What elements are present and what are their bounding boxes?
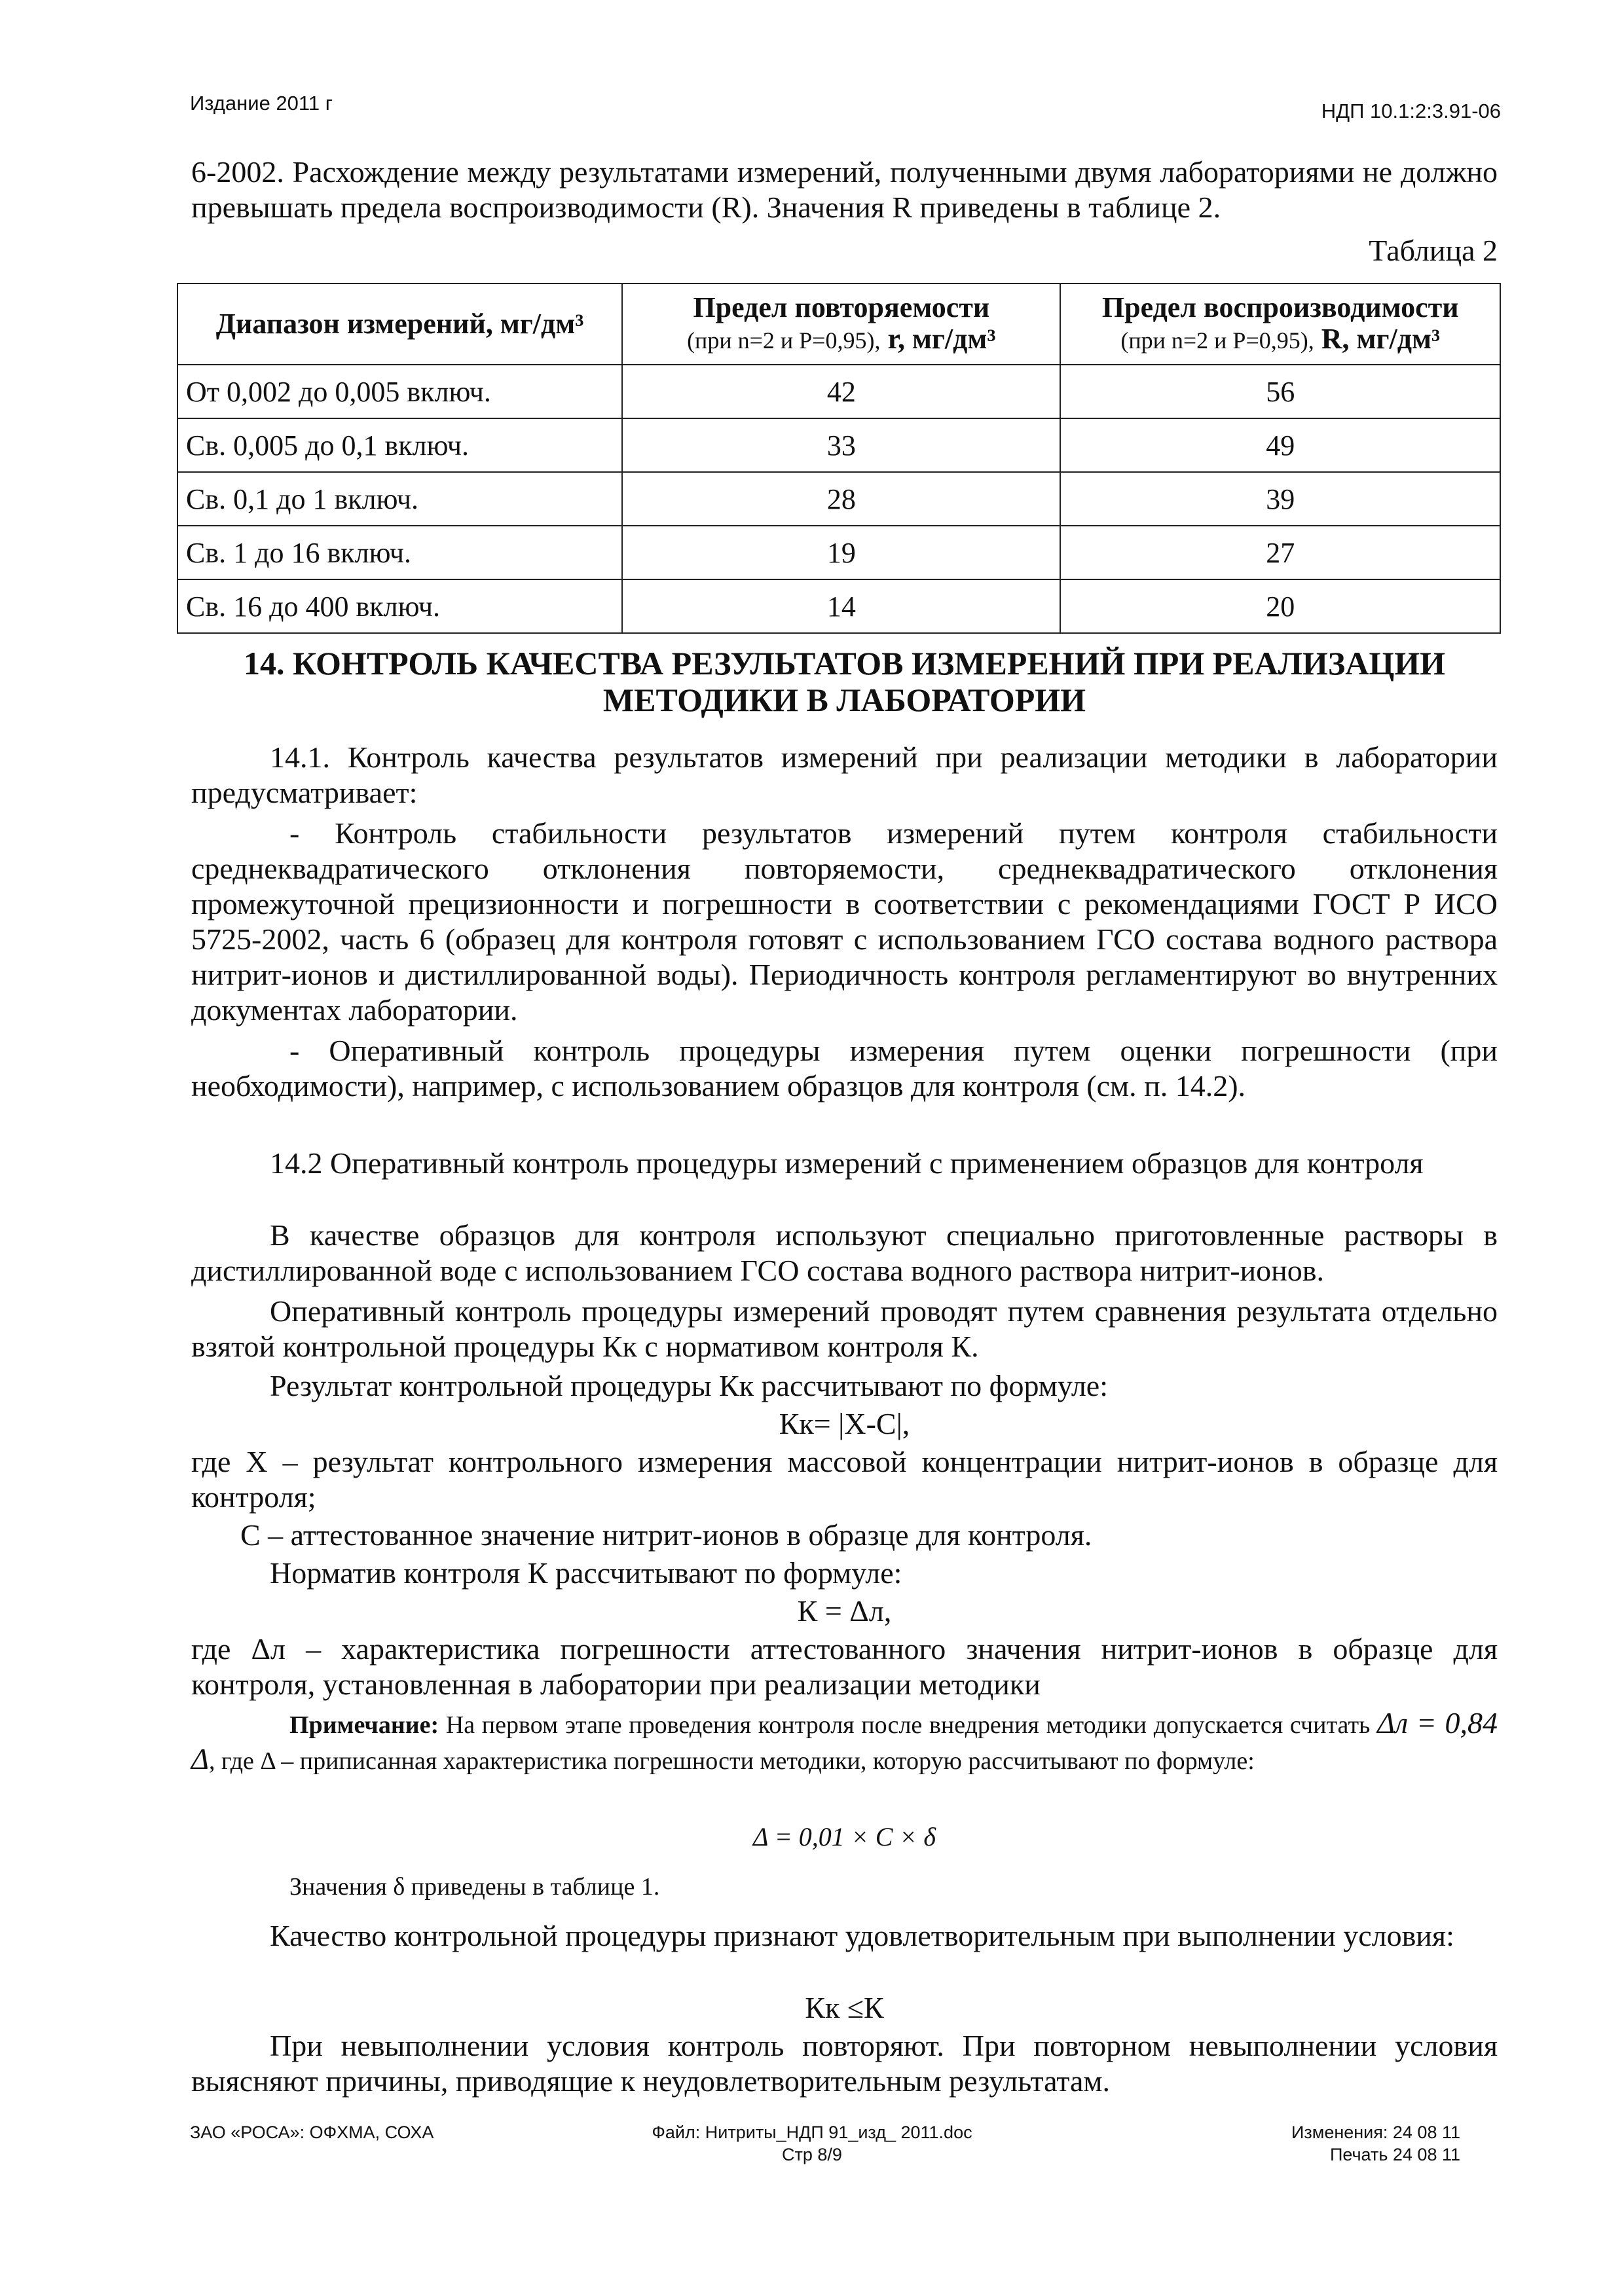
table-header-row: [177, 283, 1500, 365]
paragraph-14-1: 14.1. Контроль качества результатов измерений при реализации методики в лаборатории предусматривает:: [191, 740, 1498, 809]
note-text-2: , где Δ – приписанная характеристика погрешности методики, которую рассчитывают по формуле:: [209, 1747, 1255, 1775]
col3-header-sub: (при n=2 и Р=0,95),: [1120, 327, 1314, 354]
col3-header-tail: R, мг/дм³: [1321, 323, 1441, 355]
footer-dates: [1291, 2121, 1460, 2166]
paragraph-quality-condition: Качество контрольной процедуры признают удовлетворительным при выполнении условия:: [270, 1919, 1454, 1952]
cell-range: Св. 1 до 16 включ.: [177, 526, 622, 579]
cell-r: 19: [622, 526, 1060, 579]
cell-range: Св. 16 до 400 включ.: [177, 579, 622, 633]
paragraph-14-2: 14.2 Оперативный контроль процедуры измерений с применением образцов для контроля: [270, 1146, 1424, 1180]
formula-k: К = Δл,: [797, 1594, 892, 1628]
cell-r: 33: [622, 418, 1060, 472]
col2-header-sub: (при n=2 и Р=0,95),: [687, 327, 881, 354]
cell-R: 20: [1060, 579, 1500, 633]
paragraph-c-definition: С – аттестованное значение нитрит-ионов в образце для контроля.: [240, 1518, 1092, 1552]
paragraph-kk-formula-intro: Результат контрольной процедуры Кк рассчитывают по формуле:: [270, 1369, 1109, 1402]
edition-label: Издание 2011 г: [190, 92, 333, 115]
note-text-3: Значения δ приведены в таблице 1.: [289, 1873, 660, 1901]
table-row: [177, 526, 1500, 579]
col-repeatability-header: [622, 283, 1060, 365]
col-reproducibility-header: [1060, 283, 1500, 365]
heading-line-1: 14. КОНТРОЛЬ КАЧЕСТВА РЕЗУЛЬТАТОВ ИЗМЕРЕНИЙ ПРИ РЕАЛИЗАЦИИ: [243, 645, 1446, 682]
cell-r: 42: [622, 365, 1060, 418]
footer-page: Стр 8/9: [782, 2145, 842, 2164]
footer-changes: Изменения: 24 08 11: [1291, 2123, 1460, 2142]
paragraph-x-definition: где Х – результат контрольного измерения массовой концентрации нитрит-ионов в образце для контроля;: [191, 1445, 1498, 1514]
section-14-heading: [191, 645, 1498, 718]
table-label: Таблица 2: [1369, 234, 1498, 267]
heading-line-2: МЕТОДИКИ В ЛАБОРАТОРИИ: [602, 682, 1086, 718]
paragraph-delta-definition: где Δл – характеристика погрешности аттестованного значения нитрит-ионов в образце для контроля, установленная в лаборатории при реализации методики: [191, 1632, 1498, 1701]
footer-file-block: [629, 2121, 995, 2166]
table-2: [177, 283, 1501, 634]
col2-header-main: Предел повторяемости: [693, 291, 990, 323]
note-formula: Δл = 0,84 Δ: [191, 1706, 1498, 1776]
cell-r: 28: [622, 472, 1060, 526]
note-label: Примечание:: [289, 1711, 439, 1739]
paragraph-repeat: При невыполнении условия контроль повторяют. При повторном невыполнении условия выясняют причины, приводящие к неудовлетворительным результатам.: [191, 2029, 1498, 2098]
cell-range: Св. 0,005 до 0,1 включ.: [177, 418, 622, 472]
cell-range: От 0,002 до 0,005 включ.: [177, 365, 622, 418]
table-row: [177, 365, 1500, 418]
table-row: [177, 472, 1500, 526]
paragraph-k-formula-intro: Норматив контроля К рассчитывают по формуле:: [270, 1556, 902, 1590]
paragraph-samples: В качестве образцов для контроля используют специально приготовленные растворы в дистиллированной воде с использованием ГСО состава водного раствора нитрит-ионов.: [191, 1218, 1498, 1287]
paragraph-stability-control: - Контроль стабильности результатов измерений путем контроля стабильности среднеквадратического отклонения повторяемости, среднеквадратического отклонения промежуточной прецизионности и погрешности в соответствии с рекомендациями ГОСТ Р ИСО 5725-2002, часть 6 (образец для контроля готовят с использованием ГСО состава водного раствора нитрит-ионов и дистиллированной воды). Периодичность контроля регламентируют во внутренних документах лаборатории.: [191, 816, 1498, 1027]
footer-org: ЗАО «РОСА»: ОФХМА, СОХА: [190, 2123, 434, 2142]
footer-file: Файл: Нитриты_НДП 91_изд_ 2011.doc: [652, 2123, 972, 2142]
cell-R: 39: [1060, 472, 1500, 526]
formula-kk: Кк= |Х-С|,: [779, 1407, 910, 1440]
formula-delta: Δ = 0,01 × C × δ: [752, 1822, 936, 1851]
paragraph-comparison: Оперативный контроль процедуры измерений проводят путем сравнения результата отдельно взятой контрольной процедуры Кк с нормативом контроля К.: [191, 1294, 1498, 1363]
col-range-header: Диапазон измерений, мг/дм³: [177, 283, 622, 365]
cell-r: 14: [622, 579, 1060, 633]
cell-R: 49: [1060, 418, 1500, 472]
col2-header-tail: r, мг/дм³: [887, 323, 996, 355]
table-row: [177, 579, 1500, 633]
cell-range: Св. 0,1 до 1 включ.: [177, 472, 622, 526]
document-code: НДП 10.1:2:3.91-06: [1321, 100, 1501, 122]
table-row: [177, 418, 1500, 472]
intro-paragraph: 6-2002. Расхождение между результатами измерений, полученными двумя лабораториями не должно превышать предела воспроизводимости (R). Значения R приведены в таблице 2.: [191, 155, 1498, 224]
note-block: [191, 1706, 1498, 1778]
footer-print: Печать 24 08 11: [1329, 2145, 1460, 2164]
cell-R: 27: [1060, 526, 1500, 579]
col3-header-main: Предел воспроизводимости: [1101, 291, 1459, 323]
note-text-1: На первом этапе проведения контроля после внедрения методики допускается считать: [445, 1711, 1371, 1739]
paragraph-operational-control: - Оперативный контроль процедуры измерения путем оценки погрешности (при необходимости), например, с использованием образцов для контроля (см. п. 14.2).: [191, 1034, 1498, 1102]
cell-R: 56: [1060, 365, 1500, 418]
formula-condition: Кк ≤К: [805, 1991, 884, 2024]
